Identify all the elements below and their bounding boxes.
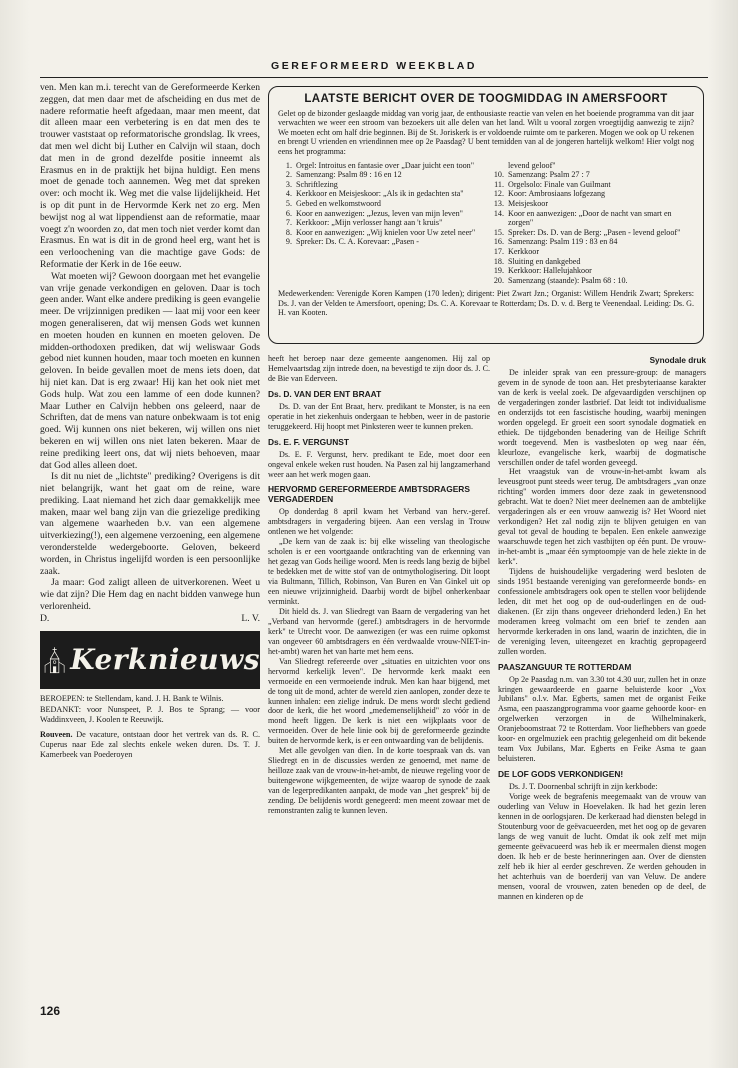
mid-opening: heeft het beroep naar deze gemeente aangenomen. Hij zal op Hemelvaartsdag zijn intrede doen, na bevestigd te zijn door ds. J. C. de Bie van Ederveen. <box>268 354 490 383</box>
left-paragraph: ven. Men kan m.i. terecht van de Gereformeerde Kerken zeggen, dat men daar met de afscheiding en dus met de nadere reformatie heeft afgedaan, maar men meent, dat dit alleen maar een verbetering is en dat men des te trouwer vaststaat op reformatorische grondslag. Ik vrees, dat men wel dicht bij Luther en Calvijn wil staan, doch dat men in de grond dezelfde positie inneemt als Erasmus en in de praktijk het bijna huldigt. Een mens moet de genade toch aannemen. Weg met dat spreken over: och mocht ik. Weg met die valse lijdelijkheid. Het is op dit punt in de Hervormde Kerk net zo erg. Men bewijst nog al wat lippendienst aan de reformatie, maar voegt z'n woorden zo, dat men toch niet verder komt dan Erasmus. En wat is dit in de grond heel erg, want het is een verloochening van die machtige gave Gods: de Reformatie der Kerk in de 16e eeuw. <box>40 82 260 270</box>
program-item-number: 18. <box>493 256 504 266</box>
program-item-number: 9. <box>285 237 292 247</box>
program-item-text: Samenzang: Psalm 27 : 7 <box>508 170 590 180</box>
rouveen-notice <box>40 730 260 760</box>
program-item <box>278 228 482 238</box>
program-item <box>490 199 694 209</box>
program-item <box>490 161 694 171</box>
program-item <box>490 276 694 286</box>
program-item <box>278 170 482 180</box>
middle-column <box>268 354 490 816</box>
kerknieuws-banner <box>40 631 260 689</box>
program-item-number: 2. <box>285 170 292 180</box>
heading-van-der-ent-braat: Ds. D. VAN DER ENT BRAAT <box>268 388 382 399</box>
program-item-text: Koor: Ambrosiaans lofgezang <box>508 189 606 199</box>
right-paragraph: Vorige week de begrafenis meegemaakt van de vrouw van ouderling van Veluw in Hoevelaken. Ik had het gezin leren kennen in de oorlogsjaren. De kerkeraad had diensten belegd in Stoutenburg voor de geëvacueerden, met het oog op de gevaren langs de weg vanuit de lucht. Omdat ik ook zelf met mijn gemeente geëvacueerd was heb ik er meermalen dienst mogen doen. Ik heb er de beste herinneringen aan. Over de diensten zelf heb ik hier al eerder geschreven. Ze werden gehouden in het achterhuis van de boerderij van van Veluw. De andere mensen, vooral de vrouwen, zaten beneden op de deel, de mannen en kinderen op de <box>498 792 706 901</box>
program-item-text: Schriftlezing <box>296 179 338 189</box>
program-item-number: 14. <box>493 208 504 218</box>
toogmiddag-box <box>268 86 704 344</box>
program-item-number: 3. <box>285 179 292 189</box>
program-item-text: Sluiting en dankgebed <box>508 256 581 266</box>
program-item <box>490 247 694 257</box>
program-item <box>490 180 694 190</box>
rouveen-head: Rouveen. <box>40 729 73 739</box>
rouveen-text: De vacature, ontstaan door het vertrek van ds. R. C. Cuperus naar Ede zal slechts enkele weken duren. Ds. T. J. Kamerbeek van Poederoyen <box>40 729 260 759</box>
header-rule <box>40 77 708 78</box>
kerknieuws-list <box>40 694 260 760</box>
right-paragraph: Op 2e Paasdag n.m. van 3.30 tot 4.30 uur, zullen het in onze kringen gewaardeerde en gaarne beluisterde koor „Vox Jubilans" o.l.v. Mar. Egberts, samen met de organist Feike Asma, een paaszangprogramma voor gaarne gehoorde koor- en orgelwerken verzorgen in de Wilhelminakerk, Oranjeboomstraat 72 te Rotterdam. Voor liefhebbers van goede koor- en orgelmuziek een prachtig gelegenheid om dit bekende team Vox Jubilans, Mar. Egberts en Feike Asma te gaan beluisteren. <box>498 674 706 764</box>
program-item <box>490 209 694 228</box>
program-item <box>278 199 482 209</box>
kerknieuws-item: BEROEPEN: te Stellendam, kand. J. H. Bank te Wilnis. <box>40 693 224 703</box>
program-item <box>278 237 482 247</box>
program-item-number: 11. <box>494 179 504 189</box>
program-item-number: 19. <box>493 266 504 276</box>
masthead: GEREFORMEERD WEEKBLAD <box>271 60 477 72</box>
program-item-number: 6. <box>285 208 292 218</box>
program-item-text: Kerkkoor en Meisjeskoor: „Als ik in gedachten sta" <box>296 189 464 199</box>
box-title: LAATSTE BERICHT OVER DE TOOGMIDDAG IN AMERSFOORT <box>304 93 668 105</box>
right-column <box>498 354 706 902</box>
program-item-text: Kerkkoor: Hallelujahkoor <box>508 266 592 276</box>
kerknieuws-title: Kerknieuws <box>70 642 260 676</box>
program-item <box>278 218 482 228</box>
heading-vergunst: Ds. E. F. VERGUNST <box>268 436 349 447</box>
right-paragraph: Tijdens de huishoudelijke vergadering werd besloten de sinds 1951 bestaande vereniging van gereformeerde bonds- en confessionele ambtsdragers ook open te stellen voor belijdende leden, dit met het oog op de oud-ouderlingen en de oud-diakenen. (Er zijn thans ongeveer driehonderd leden.) En het moderamen kreeg volmacht om een brief te zenden aan hervormde kerkeraden in ons land, waarin de inzichten, die in de vereniging leven, uiteengezet en krachtig gepropageerd zullen worden. <box>498 567 706 656</box>
mid-paragraph: „De kern van de zaak is: bij elke wisseling van theologische scholen is er een voortgaande ontkrachting van de erkenning van het gezag van Gods heilige woord. Men is reeds lang bezig de bijbel te bedekken met de witte stof van de ontmythologisering. Dit loopt via Bultmann, Tillich, Robinson, Van Buren en Van Ginkel uit op een nieuwe vrijzinnigheid. Daarbij wordt de bijbel onherkenbaar verminkt. <box>268 537 490 606</box>
program <box>278 161 694 286</box>
program-item-text: levend geloof" <box>508 160 556 170</box>
program-item-text: Koor en aanwezigen: „Door de nacht van smart en zorgen" <box>508 208 672 228</box>
left-column <box>40 82 260 761</box>
church-icon <box>44 634 66 686</box>
program-item-number: 8. <box>285 227 292 237</box>
heading-synodale-druk: Synodale druk <box>649 356 706 365</box>
box-credits: Medewerkenden: Verenigde Koren Kampen (170 leden); dirigent: Piet Zwart Jzn.; Organist: Willem Hendrik Zwart; Sprekers: Ds. J. van der Velden te Amersfoort, opening; Ds. C. A. Korevaar te Rotterdam; Ds. D. v. d. Berg te Veenendaal. Leiding: Ds. G. H. van Kooten. <box>278 289 694 318</box>
signature <box>40 613 260 625</box>
signature-right: L. V. <box>241 612 260 624</box>
signature-left: D. <box>40 612 50 624</box>
right-paragraph: De inleider sprak van een pressure-group: de managers gevem in de synode de toon aan. Het presbyteriaanse karakter van de kerk is veelal zoek. De afgevaardigden verschijnen op de vergaderingen zonder lastbrief. Dat leidt tot individualisme en onderzijds tot een fascistische houding, waarbij meningen worden opgelegd. Er groeit een soort synodale dogmatiek en ethiek. De tijdgebonden benadering van de Heilige Schrift wordt toegevend. Men is vastbesloten op weg naar één, kleurloze, evangelische kerk, waarbij de dogmatische verschillen onder de tafel worden geveegd. <box>498 367 706 467</box>
program-item-number: 12. <box>493 189 504 199</box>
program-item <box>278 180 482 190</box>
program-item <box>278 161 482 171</box>
program-item-text: Kerkkoor: „Mijn verlosser hangt aan 't kruis" <box>296 218 443 228</box>
program-item-text: Samenzang (staande): Psalm 68 : 10. <box>508 275 628 285</box>
mid-paragraph: Dit hield ds. J. van Sliedregt van Baarn de vergadering van het „Verband van hervormde (geref.) ambtsdragers in de hervormde kerk" te Utrecht voor. De aanwezigen (er was een ruime opkomst van ongeveer 60 ambtsdragers en één verdwaalde vrouw-NIET-in-het-ambt) waren het van harte met hem eens. <box>268 606 490 656</box>
mid-paragraph: Ds. D. van der Ent Braat, herv. predikant te Monster, is na een operatie in het ziekenhuis ondergaan te hebben, weer in de pastorie teruggekeerd. Hij hoopt met Pinksteren weer te kunnen preken. <box>268 401 490 431</box>
left-paragraph: Is dit nu niet de „lichtste" prediking? Overigens is dit niet belangrijk, want het gaat om de reine, ware prediking. Laat niemand het zich daar gemakkelijk mee maken, maar wel bang zijn van die griezelige prediking van algemene waarheden b.v. van een algemene uitverkiezing(!), een algemene verzoening, een algemene veronderstelde wedergeboorte. Geloven, bekeerd worden, in Christus ingelijfd worden is een persoonlijke zaak. <box>40 471 260 577</box>
program-item <box>278 209 482 219</box>
mid-paragraph: Van Sliedregt refereerde over „situaties en uitzichten voor ons hervormd kerkelijk leven". De hervormde kerk maakt een vermoeide en een vermoeiende indruk. Men kan haar bijgend, met de tong uit de mond, achter de wereld zien aanlopen, zonder deze te kunnen inhalen: een zielige indruk. De mens wordt slecht gediend door de kerk, die het woord „medemenselijkheid" zo vóór in de mond heeft liggen. De kerk is niet een wijkplaats voor de vermoeiden. Over de hele linie ook bij de gereformeerde gezindte buiten de hervormde kerk, is er een ontwaarding van de belijdenis. <box>268 656 490 746</box>
box-intro: Gelet op de bizonder geslaagde middag van vorig jaar, de enthousiaste reactie van velen en het boeiende programma van dit jaar verwachten we weer een stroom van bezoekers uit alle delen van het land. Wilt u vooral zorgen vroegtijdig aanwezig te zijn? We moeten echt om half drie beginnen. Bij de St. Joriskerk is er voldoende ruimte om te parkeren. Mogen we ook op U rekenen en brengt U vrienden en vriendinnen mee op 2e Paasdag? U bent temidden van al de jongeren hartelijk welkom! Hier volgt nog eens het programma: <box>278 108 694 156</box>
heading-paaszanguur: PAASZANGUUR TE ROTTERDAM <box>498 661 632 672</box>
heading-ambtsdragers: HERVORMD GEREFORMEERDE AMBTSDRAGERS VERGADERDEN <box>268 484 470 505</box>
program-item <box>490 189 694 199</box>
program-item-text: Gebed en welkomstwoord <box>296 198 381 208</box>
program-item-number: 17. <box>493 246 504 256</box>
program-item-text: Koor en aanwezigen: „Jezus, leven van mijn leven" <box>296 208 463 218</box>
program-item-number: 20. <box>493 275 504 285</box>
program-item-text: Samenzang: Psalm 89 : 16 en 12 <box>296 170 402 180</box>
program-item-number: 15. <box>493 227 504 237</box>
program-item <box>490 170 694 180</box>
program-item-text: Koor en aanwezigen: „Wij knielen voor Uw zetel neer" <box>296 227 476 237</box>
program-item <box>490 257 694 267</box>
right-paragraph: Ds. J. T. Doornenbal schrijft in zijn kerkbode: <box>509 782 658 792</box>
mid-paragraph: Ds. E. F. Vergunst, herv. predikant te Ede, moet door een ongeval enkele weken rust houden. Na Pasen zal hij langzamerhand weer aan het werk mogen gaan. <box>268 449 490 479</box>
program-list-left <box>278 161 482 286</box>
kerknieuws-item: BEDANKT: voor Nunspeet, P. J. Bos te Sprang; — voor Waddinxveen, J. Koolen te Reeuwijk. <box>40 704 260 724</box>
left-paragraph: Ja maar: God zaligt alleen de uitverkorenen. Weet u wie dat zijn? Die Hem dag en nacht bidden vanwege hun verlorenheid. <box>40 577 260 613</box>
right-paragraph: Het vraagstuk van de vrouw-in-het-ambt kwam als leveusgroot punt steeds weer terug. De ambtsdragers „van onze richting" worden immers door deze zaak in gewetensnood gebracht. Wat te doen? Niet meer deelnemen aan de ambtelijke vergaderingen als er een vrouw aanwezig is? Het Woord niet verkondigen? Het zal nodig zijn te blijven getuigen en van geval tot geval de houding te bepalen. Een enkele aanwezige waarschuwde tegen het zich vastbijten op één punt. De vrouw-in-het-ambt is „maar één symptoompje van de hele ziekte in de kerk". <box>498 467 706 567</box>
left-paragraph: Wat moeten wij? Gewoon doorgaan met het evangelie van vrije genade verkondigen en geloven. Daar is toch geen ander. Want elke andere prediking is geen evangelie meer. De vrijzinnigen prediken — laat mij voor een keer mogen generaliseren, dat wij mensen Gods wet kunnen en moeten houden en kunnen en moeten geloven. De midden-orthodoxen prediken, dat wij weliswaar Gods gebod niet kunnen houden, maar toch moeten en kunnen geloven. In beide gevallen moet de mens iets doen, dat hij niet kan. Dat is erg zwaar! Hij kan het ook niet met Gods hulp. Wat zou een lamme of een dode kunnen? Maar Luther en Calvijn hebben ons geleerd, naar de Schriften, dat de mens van nature onbekwaam is tot enig goed. Wij kunnen ons niet bekeren, wij willen ons niet bekeren en wij willen ons niet laten bekeren. Maar de reine prediking leert ons, dat wij niets behoeven, maar dat God alles alleen doet. <box>40 270 260 471</box>
program-item <box>278 189 482 199</box>
program-item-number: 16. <box>493 237 504 247</box>
page-number: 126 <box>40 1004 61 1018</box>
program-item-number <box>490 161 504 171</box>
program-item-text: Orgel: Introitus en fantasie over „Daar juicht een toon" <box>296 160 475 170</box>
program-item-number: 13. <box>493 198 504 208</box>
program-item-text: Kerkkoor <box>508 246 540 256</box>
program-item-text: Meisjeskoor <box>508 198 549 208</box>
program-item <box>490 266 694 276</box>
mid-paragraph: Met alle gevolgen van dien. In de korte toespraak van ds. van Sliedregt en in de discussies werden ze genoemd, met name de heilloze zaak van de vrouw-in-het-ambt, de nieuwe regeling voor de buitengewone wijkgemeenten, de wijze waarop de synode de zaak van de legerpredikanten aanpakt, de mode van „het gesprek" bij de zending. De belijdenis wordt genegeerd: men meent zowaar met de remonstranten zalig te kunnen leven. <box>268 746 490 815</box>
program-item <box>490 237 694 247</box>
program-item-text: Samenzang: Psalm 119 : 83 en 84 <box>508 237 618 247</box>
program-item-text: Orgelsolo: Finale van Guilmant <box>508 179 611 189</box>
program-item-number: 5. <box>285 198 292 208</box>
program-item-text: Spreker: Ds. C. A. Korevaar: „Pasen - <box>296 237 419 247</box>
program-item-number: 10. <box>493 170 504 180</box>
program-item-text: Spreker: Ds. D. van de Berg: „Pasen - levend geloof" <box>508 227 681 237</box>
heading-lof-gods: DE LOF GODS VERKONDIGEN! <box>498 769 624 780</box>
program-item <box>490 228 694 238</box>
program-list-right <box>490 161 694 286</box>
program-item-number: 4. <box>285 189 292 199</box>
program-item-number: 1. <box>285 160 292 170</box>
mid-paragraph: Op donderdag 8 april kwam het Verband van herv.-geref. ambtsdragers in vergadering bijeen. Aan een verslag in Trouw ontlenen we het volgende: <box>268 507 490 537</box>
program-item-number: 7. <box>285 218 292 228</box>
